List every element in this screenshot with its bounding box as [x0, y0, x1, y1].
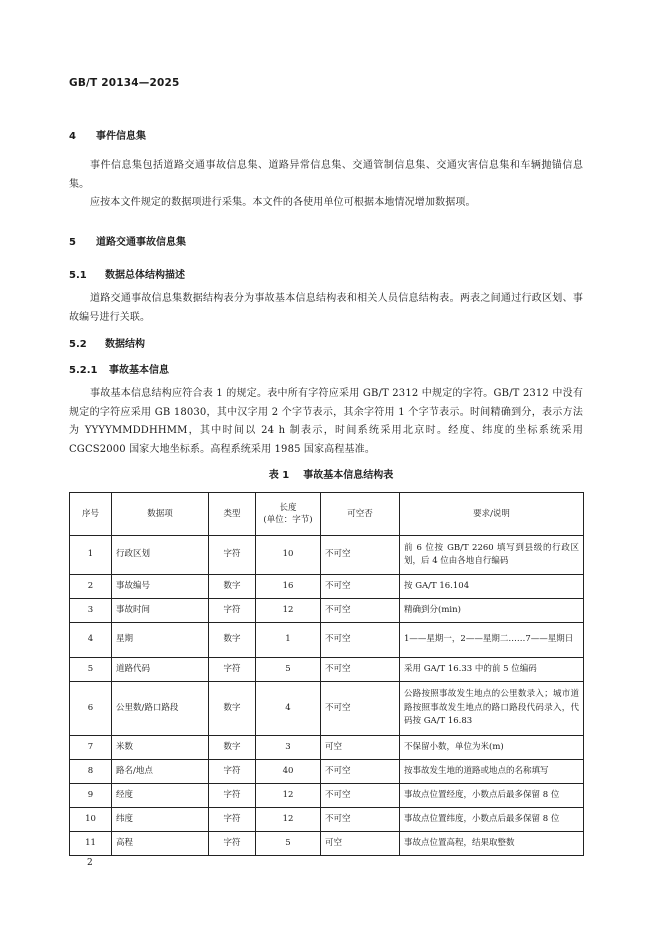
cell-nullable: 不可空	[321, 575, 400, 599]
cell-requirement: 事故点位置经度，小数点后最多保留 8 位	[400, 784, 584, 808]
section-number: 4	[69, 131, 76, 142]
cell-type: 字符	[209, 658, 256, 682]
cell-item: 路名/地点	[112, 760, 209, 784]
cell-requirement: 按 GA/T 16.104	[400, 575, 584, 599]
page-number: 2	[87, 858, 93, 868]
cell-seq: 1	[70, 536, 112, 575]
cell-requirement: 按事故发生地的道路或地点的名称填写	[400, 760, 584, 784]
table-row	[70, 832, 584, 856]
paragraph: 事故基本信息结构应符合表 1 的规定。表中所有字符应采用 GB/T 2312 中规定的字符。GB/T 2312 中没有规定的字符应采用 GB 18030，其中汉字用 2 个字节表示，其余字符用 1 个字节表示。时间精确到分，表示方法为 YYYYMMDDHHMM，其中时间以 24 h 制表示，时间系统采用北京时。经度、纬度的坐标系统采用 CGCS2000 国家大地坐标系。高程系统采用 1985 国家高程基准。	[69, 388, 583, 455]
cell-item: 公里数/路口路段	[112, 682, 209, 736]
table-row	[70, 536, 584, 575]
section-number: 5.2.1	[69, 365, 98, 376]
cell-requirement: 采用 GA/T 16.33 中的前 5 位编码	[400, 658, 584, 682]
header-length	[256, 493, 321, 536]
cell-length: 12	[256, 808, 321, 832]
cell-item: 纬度	[112, 808, 209, 832]
table-row	[70, 658, 584, 682]
cell-item: 事故时间	[112, 599, 209, 623]
cell-type: 数字	[209, 575, 256, 599]
section-title: 事件信息集	[96, 131, 146, 142]
cell-seq: 2	[70, 575, 112, 599]
cell-requirement: 前 6 位按 GB/T 2260 填写到县级的行政区划，后 4 位由各地自行编码	[400, 536, 584, 575]
section-title: 事故基本信息	[109, 365, 169, 376]
cell-nullable: 可空	[321, 832, 400, 856]
cell-type: 字符	[209, 784, 256, 808]
paragraph: 事件信息集包括道路交通事故信息集、道路异常信息集、交通管制信息集、交通灾害信息集和车辆抛锚信息集。	[69, 160, 583, 190]
paragraph: 道路交通事故信息集数据结构表分为事故基本信息结构表和相关人员信息结构表。两表之间通过行政区划、事故编号进行关联。	[69, 293, 583, 323]
cell-nullable: 不可空	[321, 658, 400, 682]
cell-item: 行政区划	[112, 536, 209, 575]
cell-length: 3	[256, 736, 321, 760]
cell-length: 16	[256, 575, 321, 599]
section-5-heading	[69, 233, 186, 248]
cell-type: 字符	[209, 808, 256, 832]
header-nullable: 可空否	[321, 493, 400, 536]
standard-header: GB/T 20134—2025	[69, 77, 180, 89]
section-4-heading	[69, 127, 146, 142]
cell-seq: 8	[70, 760, 112, 784]
table-caption-label: 表 1	[268, 470, 290, 481]
table-row	[70, 760, 584, 784]
cell-type: 字符	[209, 760, 256, 784]
header-type: 类型	[209, 493, 256, 536]
cell-nullable: 可空	[321, 736, 400, 760]
cell-length: 40	[256, 760, 321, 784]
cell-length: 10	[256, 536, 321, 575]
table-row	[70, 623, 584, 658]
cell-item: 经度	[112, 784, 209, 808]
table-row	[70, 784, 584, 808]
cell-requirement: 不保留小数，单位为米(m)	[400, 736, 584, 760]
cell-type: 数字	[209, 623, 256, 658]
header-requirement: 要求/说明	[400, 493, 584, 536]
accident-info-table	[69, 492, 584, 856]
cell-item: 米数	[112, 736, 209, 760]
cell-seq: 10	[70, 808, 112, 832]
header-item: 数据项	[112, 493, 209, 536]
cell-requirement: 1——星期一，2——星期二……7——星期日	[400, 623, 584, 658]
table-row	[70, 682, 584, 736]
table-caption	[0, 466, 662, 481]
header-length-line2: (单位：字节)	[263, 515, 313, 525]
cell-length: 5	[256, 658, 321, 682]
section-number: 5.2	[69, 339, 87, 350]
cell-type: 字符	[209, 536, 256, 575]
cell-seq: 4	[70, 623, 112, 658]
cell-nullable: 不可空	[321, 760, 400, 784]
header-length-line1: 长度	[279, 503, 297, 513]
cell-item: 道路代码	[112, 658, 209, 682]
cell-length: 12	[256, 599, 321, 623]
section-5-1-heading	[69, 266, 185, 281]
cell-nullable: 不可空	[321, 682, 400, 736]
cell-item: 高程	[112, 832, 209, 856]
table-row	[70, 599, 584, 623]
cell-length: 1	[256, 623, 321, 658]
section-title: 数据总体结构描述	[105, 270, 185, 281]
cell-type: 字符	[209, 599, 256, 623]
paragraph: 应按本文件规定的数据项进行采集。本文件的各使用单位可根据本地情况增加数据项。	[90, 197, 476, 208]
cell-type: 字符	[209, 832, 256, 856]
cell-type: 数字	[209, 682, 256, 736]
table-row	[70, 808, 584, 832]
cell-seq: 5	[70, 658, 112, 682]
cell-nullable: 不可空	[321, 784, 400, 808]
table-caption-title: 事故基本信息结构表	[303, 470, 394, 481]
cell-nullable: 不可空	[321, 623, 400, 658]
cell-type: 数字	[209, 736, 256, 760]
section-5-2-heading	[69, 335, 145, 350]
cell-seq: 6	[70, 682, 112, 736]
table-header-row	[70, 493, 584, 536]
section-number: 5	[69, 237, 76, 248]
cell-length: 12	[256, 784, 321, 808]
cell-seq: 3	[70, 599, 112, 623]
section-title: 数据结构	[105, 339, 145, 350]
cell-seq: 9	[70, 784, 112, 808]
cell-nullable: 不可空	[321, 808, 400, 832]
table-row	[70, 736, 584, 760]
cell-requirement: 事故点位置高程，结果取整数	[400, 832, 584, 856]
section-title: 道路交通事故信息集	[96, 237, 186, 248]
cell-nullable: 不可空	[321, 536, 400, 575]
cell-nullable: 不可空	[321, 599, 400, 623]
section-number: 5.1	[69, 270, 87, 281]
cell-seq: 11	[70, 832, 112, 856]
table-row	[70, 575, 584, 599]
cell-item: 星期	[112, 623, 209, 658]
cell-requirement: 精确到分(min)	[400, 599, 584, 623]
cell-requirement: 公路按照事故发生地点的公里数录入；城市道路按照事故发生地点的路口路段代码录入，代码按 GA/T 16.83	[400, 682, 584, 736]
cell-seq: 7	[70, 736, 112, 760]
cell-requirement: 事故点位置纬度，小数点后最多保留 8 位	[400, 808, 584, 832]
cell-length: 5	[256, 832, 321, 856]
section-5-2-1-heading	[69, 361, 169, 376]
cell-item: 事故编号	[112, 575, 209, 599]
header-seq: 序号	[70, 493, 112, 536]
cell-length: 4	[256, 682, 321, 736]
